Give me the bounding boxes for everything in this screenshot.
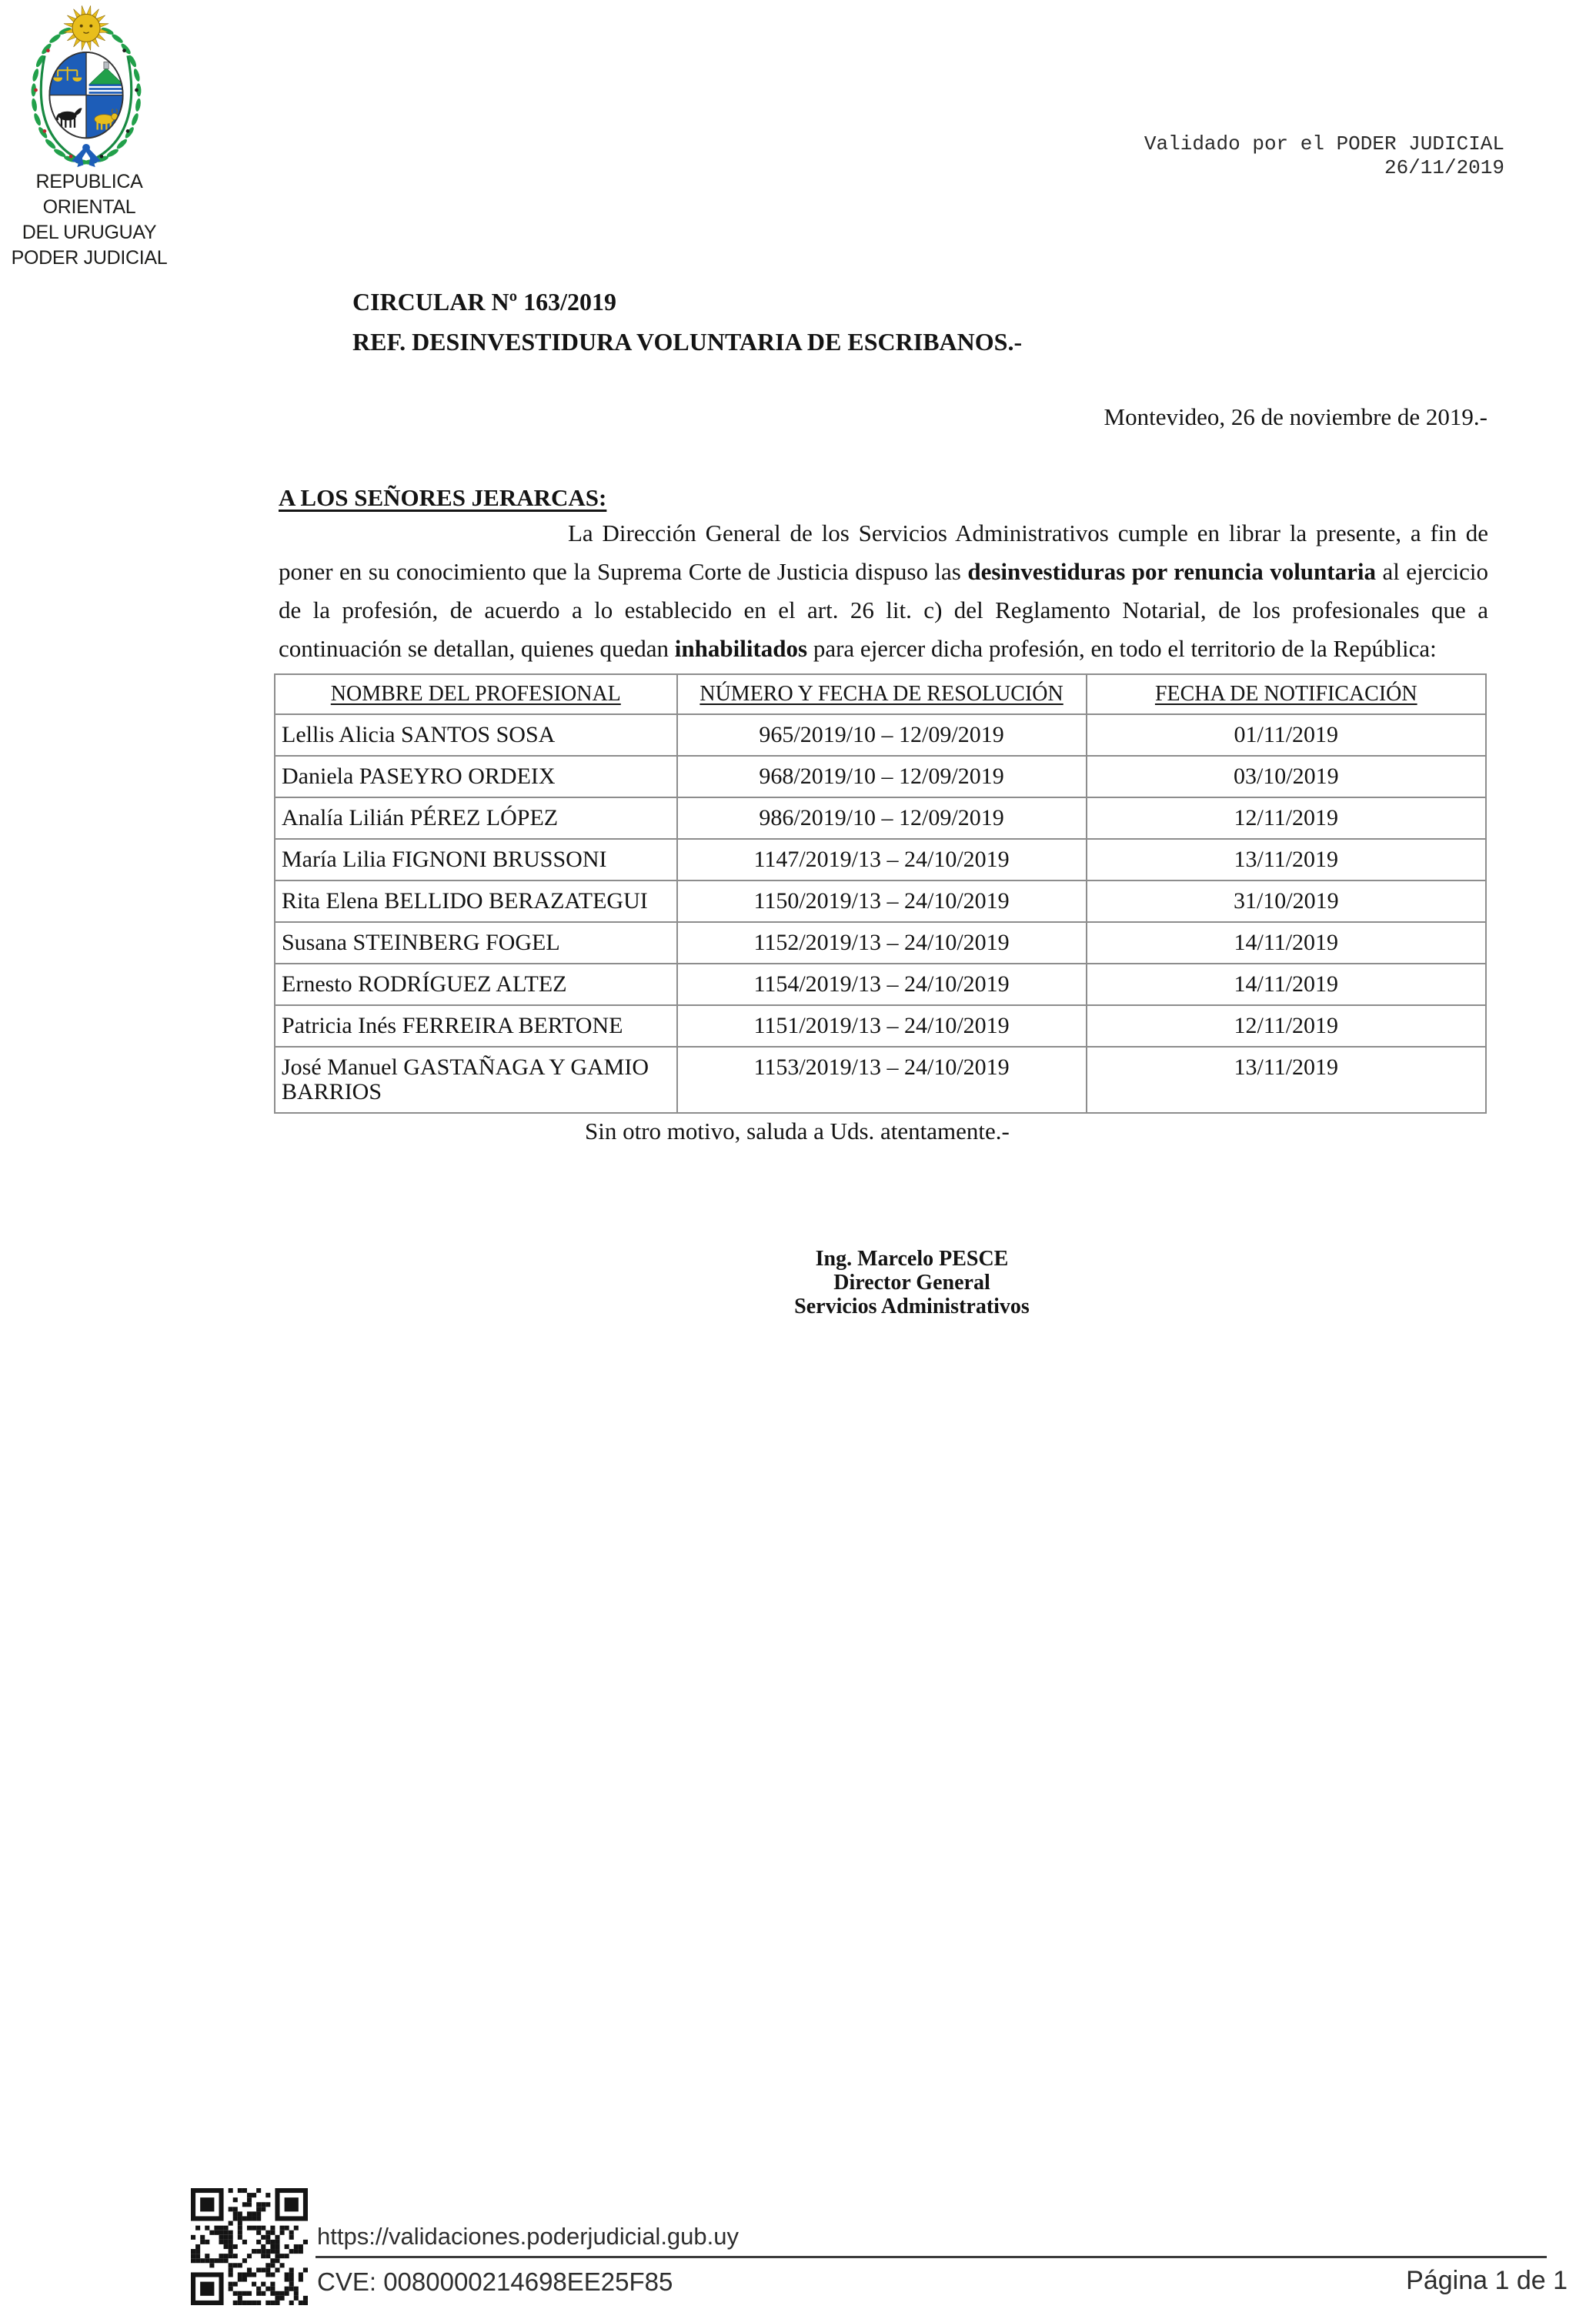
cell-resolution: 1147/2019/13 – 24/10/2019 xyxy=(677,839,1087,880)
body-paragraph xyxy=(279,514,1488,668)
closing-line: Sin otro motivo, saluda a Uds. atentamente.- xyxy=(585,1118,1010,1144)
page-indicator: Página 1 de 1 xyxy=(1406,2266,1568,2295)
table-row xyxy=(275,1005,1486,1047)
cell-resolution: 1152/2019/13 – 24/10/2019 xyxy=(677,922,1087,964)
body-bold-2: inhabilitados xyxy=(674,635,808,662)
org-title xyxy=(0,169,179,271)
table-row xyxy=(275,880,1486,922)
table-row xyxy=(275,922,1486,964)
table-row xyxy=(275,1047,1486,1113)
body-text-3: para ejercer dicha profesión, en todo el territorio de la República: xyxy=(807,635,1437,662)
table-row xyxy=(275,797,1486,839)
cell-name: Lellis Alicia SANTOS SOSA xyxy=(275,714,677,756)
validation-date: 26/11/2019 xyxy=(1384,156,1504,179)
cell-notification: 14/11/2019 xyxy=(1087,922,1486,964)
cell-notification: 12/11/2019 xyxy=(1087,797,1486,839)
table-row xyxy=(275,964,1486,1005)
cell-notification: 12/11/2019 xyxy=(1087,1005,1486,1047)
cell-resolution: 965/2019/10 – 12/09/2019 xyxy=(677,714,1087,756)
reference-line: REF. DESINVESTIDURA VOLUNTARIA DE ESCRIBANOS.- xyxy=(352,328,1023,356)
table-header-row xyxy=(275,674,1486,714)
cell-resolution: 986/2019/10 – 12/09/2019 xyxy=(677,797,1087,839)
body-bold-1: desinvestiduras por renuncia voluntaria xyxy=(967,558,1376,585)
cell-name: Susana STEINBERG FOGEL xyxy=(275,922,677,964)
cell-resolution: 1154/2019/13 – 24/10/2019 xyxy=(677,964,1087,1005)
sun-icon xyxy=(72,14,100,42)
coat-of-arms-uruguay-icon xyxy=(17,3,155,168)
cell-resolution: 1153/2019/13 – 24/10/2019 xyxy=(677,1047,1087,1113)
cve-code: CVE: 0080000214698EE25F85 xyxy=(317,2267,673,2296)
cell-name: Patricia Inés FERREIRA BERTONE xyxy=(275,1005,677,1047)
signer-title: Director General xyxy=(833,1271,990,1295)
table-row xyxy=(275,756,1486,797)
cell-resolution: 1150/2019/13 – 24/10/2019 xyxy=(677,880,1087,922)
qr-code-icon xyxy=(191,2188,308,2305)
org-line-3: PODER JUDICIAL xyxy=(11,247,168,269)
cell-name: Ernesto RODRÍGUEZ ALTEZ xyxy=(275,964,677,1005)
org-line-2: DEL URUGUAY xyxy=(22,222,157,243)
org-line-1: REPUBLICA ORIENTAL xyxy=(35,171,143,218)
validation-stamp xyxy=(966,132,1504,180)
validation-url[interactable]: https://validaciones.poderjudicial.gub.uy xyxy=(317,2223,740,2250)
table-row xyxy=(275,839,1486,880)
cell-notification: 14/11/2019 xyxy=(1087,964,1486,1005)
body-text-2: al ejercicio de la profesión, de acuerdo a lo establecido en el art. 26 lit. c) del Reglamento Notarial, de los profesionales que a continuación se detallan, quienes quedan xyxy=(279,558,1488,662)
date-line: Montevideo, 26 de noviembre de 2019.- xyxy=(1104,403,1487,430)
cell-name: María Lilia FIGNONI BRUSSONI xyxy=(275,839,677,880)
footer-divider xyxy=(316,2256,1547,2258)
cell-notification: 13/11/2019 xyxy=(1087,1047,1486,1113)
cell-name: José Manuel GASTAÑAGA Y GAMIO BARRIOS xyxy=(275,1047,677,1113)
professionals-table xyxy=(274,673,1487,1114)
header-resolucion: NÚMERO Y FECHA DE RESOLUCIÓN xyxy=(677,674,1087,714)
professionals-table-body xyxy=(275,714,1486,1113)
cell-resolution: 1151/2019/13 – 24/10/2019 xyxy=(677,1005,1087,1047)
salutation-text: A LOS SEÑORES JERARCAS: xyxy=(279,484,607,511)
signer-name: Ing. Marcelo PESCE xyxy=(815,1247,1009,1271)
cell-resolution: 968/2019/10 – 12/09/2019 xyxy=(677,756,1087,797)
cell-notification: 01/11/2019 xyxy=(1087,714,1486,756)
cell-notification: 31/10/2019 xyxy=(1087,880,1486,922)
cell-name: Daniela PASEYRO ORDEIX xyxy=(275,756,677,797)
validation-text: Validado por el PODER JUDICIAL xyxy=(1144,132,1504,155)
signer-office: Servicios Administrativos xyxy=(794,1295,1030,1318)
cell-notification: 13/11/2019 xyxy=(1087,839,1486,880)
circular-number: CIRCULAR Nº 163/2019 xyxy=(352,288,617,316)
table-row xyxy=(275,714,1486,756)
cell-notification: 03/10/2019 xyxy=(1087,756,1486,797)
header-nombre: NOMBRE DEL PROFESIONAL xyxy=(275,674,677,714)
document-headings xyxy=(352,282,1022,362)
header-notificacion: FECHA DE NOTIFICACIÓN xyxy=(1087,674,1486,714)
cell-name: Rita Elena BELLIDO BERAZATEGUI xyxy=(275,880,677,922)
cell-name: Analía Lilián PÉREZ LÓPEZ xyxy=(275,797,677,839)
salutation xyxy=(279,484,606,512)
signature-block xyxy=(720,1247,1104,1318)
body-text-1: La Dirección General de los Servicios Administrativos cumple en librar la presente, a fin de poner en su conocimiento que la Suprema Corte de Justicia dispuso las xyxy=(279,520,1488,585)
